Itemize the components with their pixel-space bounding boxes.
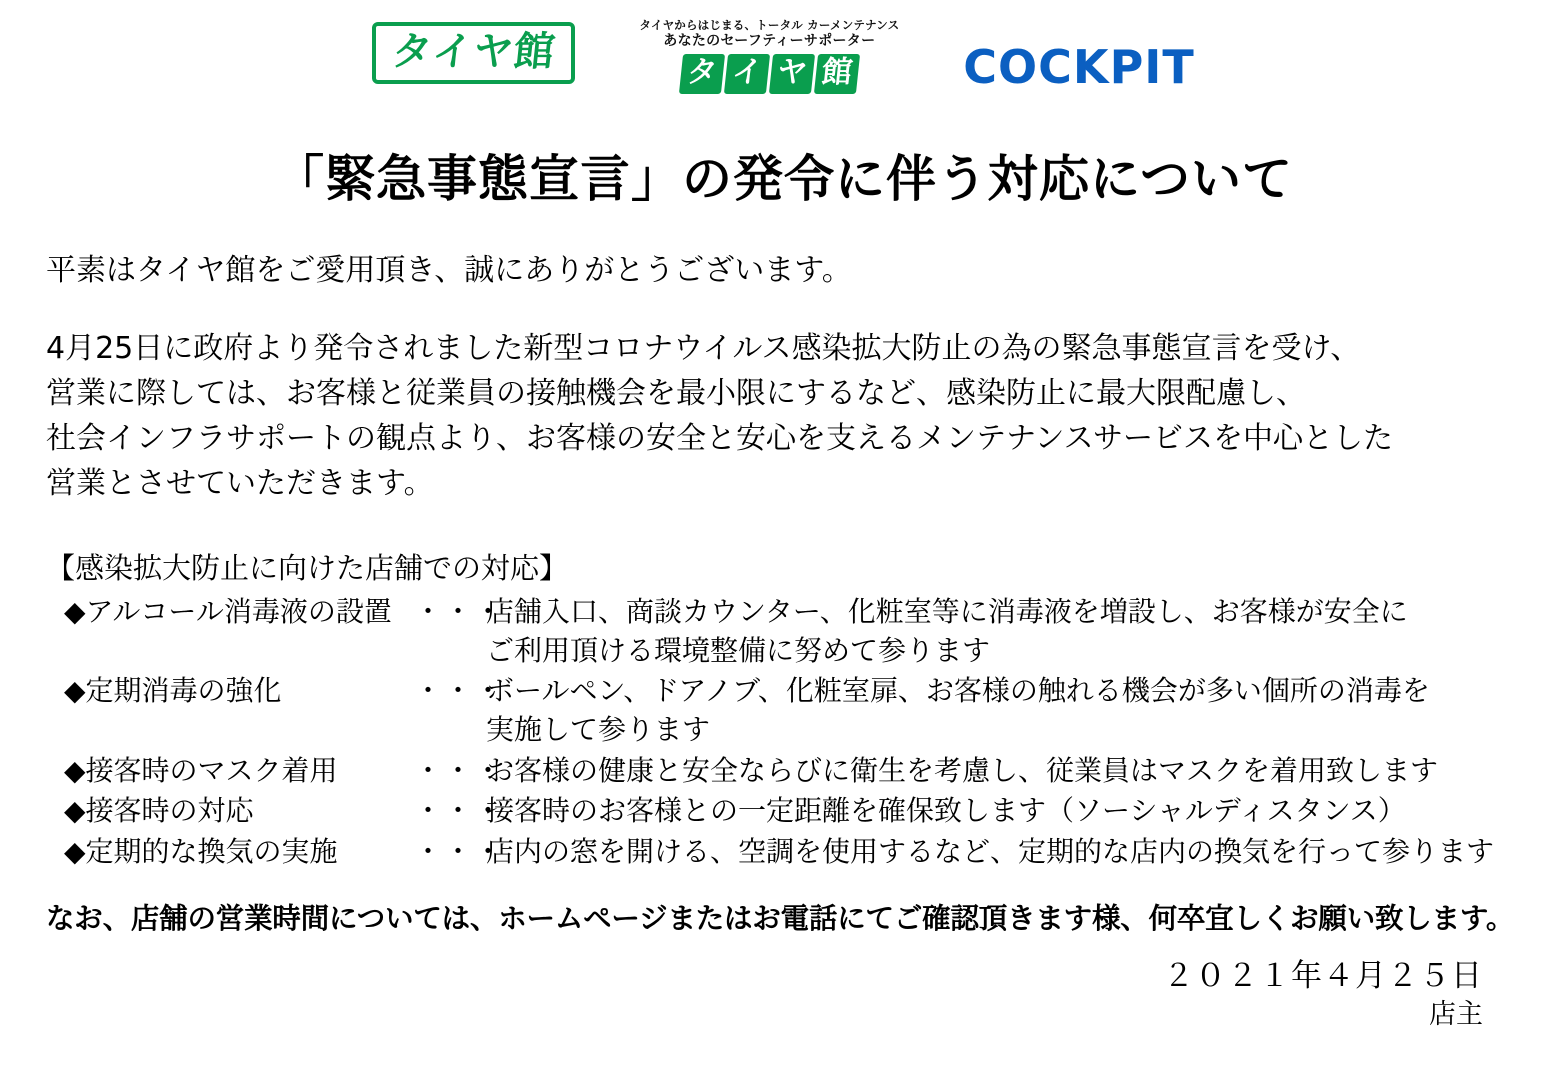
safety-tile: イ <box>724 54 770 94</box>
list-item <box>64 833 1521 872</box>
measure-label-text: 接客時の対応 <box>85 794 254 828</box>
measure-description <box>486 792 1521 831</box>
cockpit-logo: COCKPIT <box>963 40 1195 94</box>
safety-tile: タ <box>679 54 725 94</box>
section-heading: 【感染拡大防止に向けた店舗での対応】 <box>46 550 569 585</box>
list-item <box>64 792 1521 831</box>
measure-description-line: 店内の窓を開ける、空調を使用するなど、定期的な店内の換気を行って参ります <box>486 834 1495 868</box>
safety-tile: 館 <box>814 54 860 94</box>
intro-paragraph-line: 営業に際しては、お客様と従業員の接触機会を最小限にするなど、感染防止に最大限配慮し、 <box>46 375 1306 411</box>
measure-description <box>486 593 1521 670</box>
notice-owner: 店主 <box>1429 999 1483 1031</box>
bullet-icon: ◆ <box>64 753 86 787</box>
list-item <box>64 752 1521 791</box>
measure-description-line: ご利用頂ける環境整備に努めて参ります <box>486 633 991 667</box>
bullet-icon: ◆ <box>64 794 86 828</box>
measure-dots: ・・・ <box>414 595 505 629</box>
measure-dots: ・・・ <box>414 753 505 787</box>
measure-description <box>486 672 1521 749</box>
intro-paragraph-line: 営業とさせていただきます。 <box>46 465 434 501</box>
measure-label-text: 定期的な換気の実施 <box>85 834 338 868</box>
measure-dots: ・・・ <box>414 674 505 708</box>
list-item <box>64 672 1521 749</box>
measure-label <box>64 672 414 711</box>
tireya-kan-logo <box>372 22 575 84</box>
greeting-text: 平素はタイヤ館をご愛用頂き、誠にありがとうございます。 <box>46 253 852 288</box>
measure-label-text: 定期消毒の強化 <box>85 674 282 708</box>
measure-label <box>64 752 414 791</box>
bullet-icon: ◆ <box>64 674 86 708</box>
notice-date: ２０２１年４月２５日 <box>1163 957 1483 994</box>
list-item <box>64 593 1521 670</box>
signoff-block <box>46 957 1521 1033</box>
measure-label <box>64 792 414 831</box>
safety-tile: ヤ <box>769 54 815 94</box>
footnote-text: なお、店舗の営業時間については、ホームページまたはお電話にてご確認頂きます様、何卒宜しくお願い致します。 <box>46 901 1515 935</box>
tireya-kan-logo-label: タイヤ館 <box>389 29 558 75</box>
intro-paragraph-line: 4月25日に政府より発令されました新型コロナウイルス感染拡大防止の為の緊急事態宣言を受け、 <box>46 330 1361 366</box>
measures-list <box>64 593 1521 871</box>
measure-description <box>486 833 1521 872</box>
measure-dots: ・・・ <box>414 794 505 828</box>
intro-paragraph-line: 社会インフラサポートの観点より、お客様の安全と安心を支えるメンテナンスサービスを中心とした <box>46 420 1393 456</box>
safety-supporter-tiles <box>681 54 858 94</box>
measure-label <box>64 833 414 872</box>
measure-description-line: 店舗入口、商談カウンター、化粧室等に消毒液を増設し、お客様が安全に <box>486 595 1408 629</box>
bullet-icon: ◆ <box>64 595 86 629</box>
measure-description-line: お客様の健康と安全ならびに衛生を考慮し、従業員はマスクを着用致します <box>486 753 1439 787</box>
bullet-icon: ◆ <box>64 834 86 868</box>
measure-description-line: 実施して参ります <box>486 713 711 747</box>
safety-supporter-tagline-1: タイヤからはじまる、トータル カーメンテナンス <box>639 18 900 32</box>
measure-label-text: アルコール消毒液の設置 <box>85 595 392 629</box>
measure-description-line: ボールペン、ドアノブ、化粧室扉、お客様の触れる機会が多い個所の消毒を <box>486 674 1430 708</box>
measure-label <box>64 593 414 632</box>
logo-row <box>0 0 1567 130</box>
document-body <box>0 251 1567 1032</box>
measure-description <box>486 752 1521 791</box>
measure-dots: ・・・ <box>414 834 505 868</box>
page-title: 「緊急事態宣言」の発令に伴う対応について <box>274 150 1293 208</box>
measure-description-line: 接客時のお客様との一定距離を確保致します（ソーシャルディスタンス） <box>486 794 1406 828</box>
intro-paragraph <box>46 326 1521 506</box>
safety-supporter-tagline-2: あなたのセーフティーサポーター <box>663 33 876 50</box>
safety-supporter-logo <box>639 18 899 94</box>
measure-label-text: 接客時のマスク着用 <box>85 753 338 787</box>
